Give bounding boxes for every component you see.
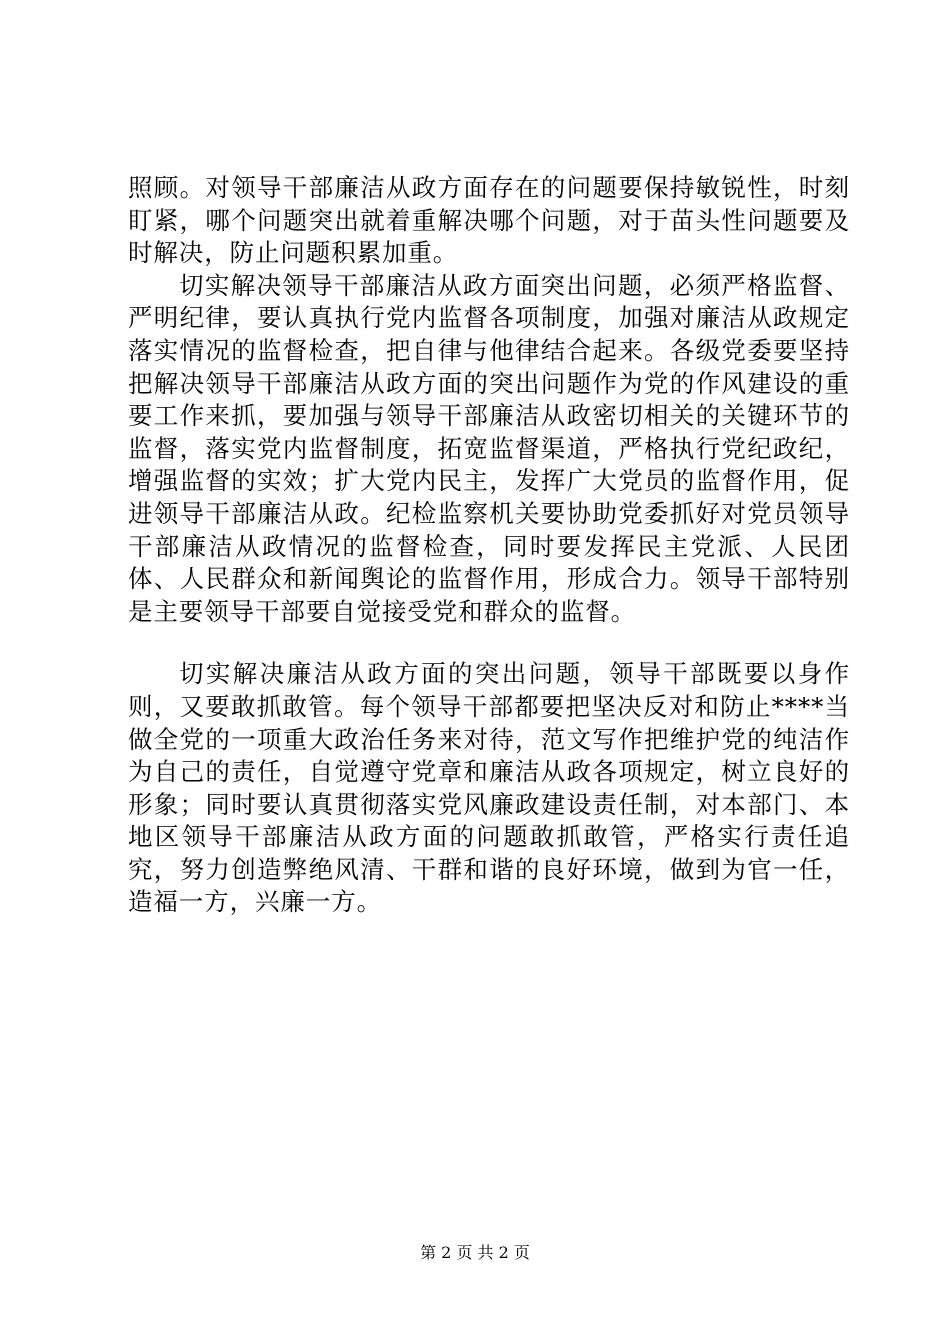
page-number-label: 第 2 页 共 2 页 [420,1243,530,1262]
paragraph-3: 切实解决廉洁从政方面的突出问题，领导干部既要以身作则，又要敢抓敢管。每个领导干部都要把坚决反对和防止****当做全党的一项重大政治任务来对待，范文写作把维护党的纯洁作为自己的责任，自觉遵守党章和廉洁从政各项规定，树立良好的形象；同时要认真贯彻落实党风廉政建设责任制，对本部门、本地区领导干部廉洁从政方面的问题敢抓敢管，严格实行责任追究，努力创造弊绝风清、干群和谐的良好环境，做到为官一任，造福一方，兴廉一方。 [128,659,850,917]
document-body [128,172,850,919]
paragraph-2: 切实解决领导干部廉洁从政方面突出问题，必须严格监督、严明纪律，要认真执行党内监督各项制度，加强对廉洁从政规定落实情况的监督检查，把自律与他律结合起来。各级党委要坚持把解决领导干部廉洁从政方面的突出问题作为党的作风建设的重要工作来抓，要加强与领导干部廉洁从政密切相关的关键环节的监督，落实党内监督制度，拓宽监督渠道，严格执行党纪政纪，增强监督的实效；扩大党内民主，发挥广大党员的监督作用，促进领导干部廉洁从政。纪检监察机关要协助党委抓好对党员领导干部廉洁从政情况的监督检查，同时要发挥民主党派、人民团体、人民群众和新闻舆论的监督作用，形成合力。领导干部特别是主要领导干部要自觉接受党和群众的监督。 [128,270,850,626]
paragraph-1: 照顾。对领导干部廉洁从政方面存在的问题要保持敏锐性，时刻盯紧，哪个问题突出就着重解决哪个问题，对于苗头性问题要及时解决，防止问题积累加重。 [128,173,850,268]
page-footer [0,1243,950,1263]
